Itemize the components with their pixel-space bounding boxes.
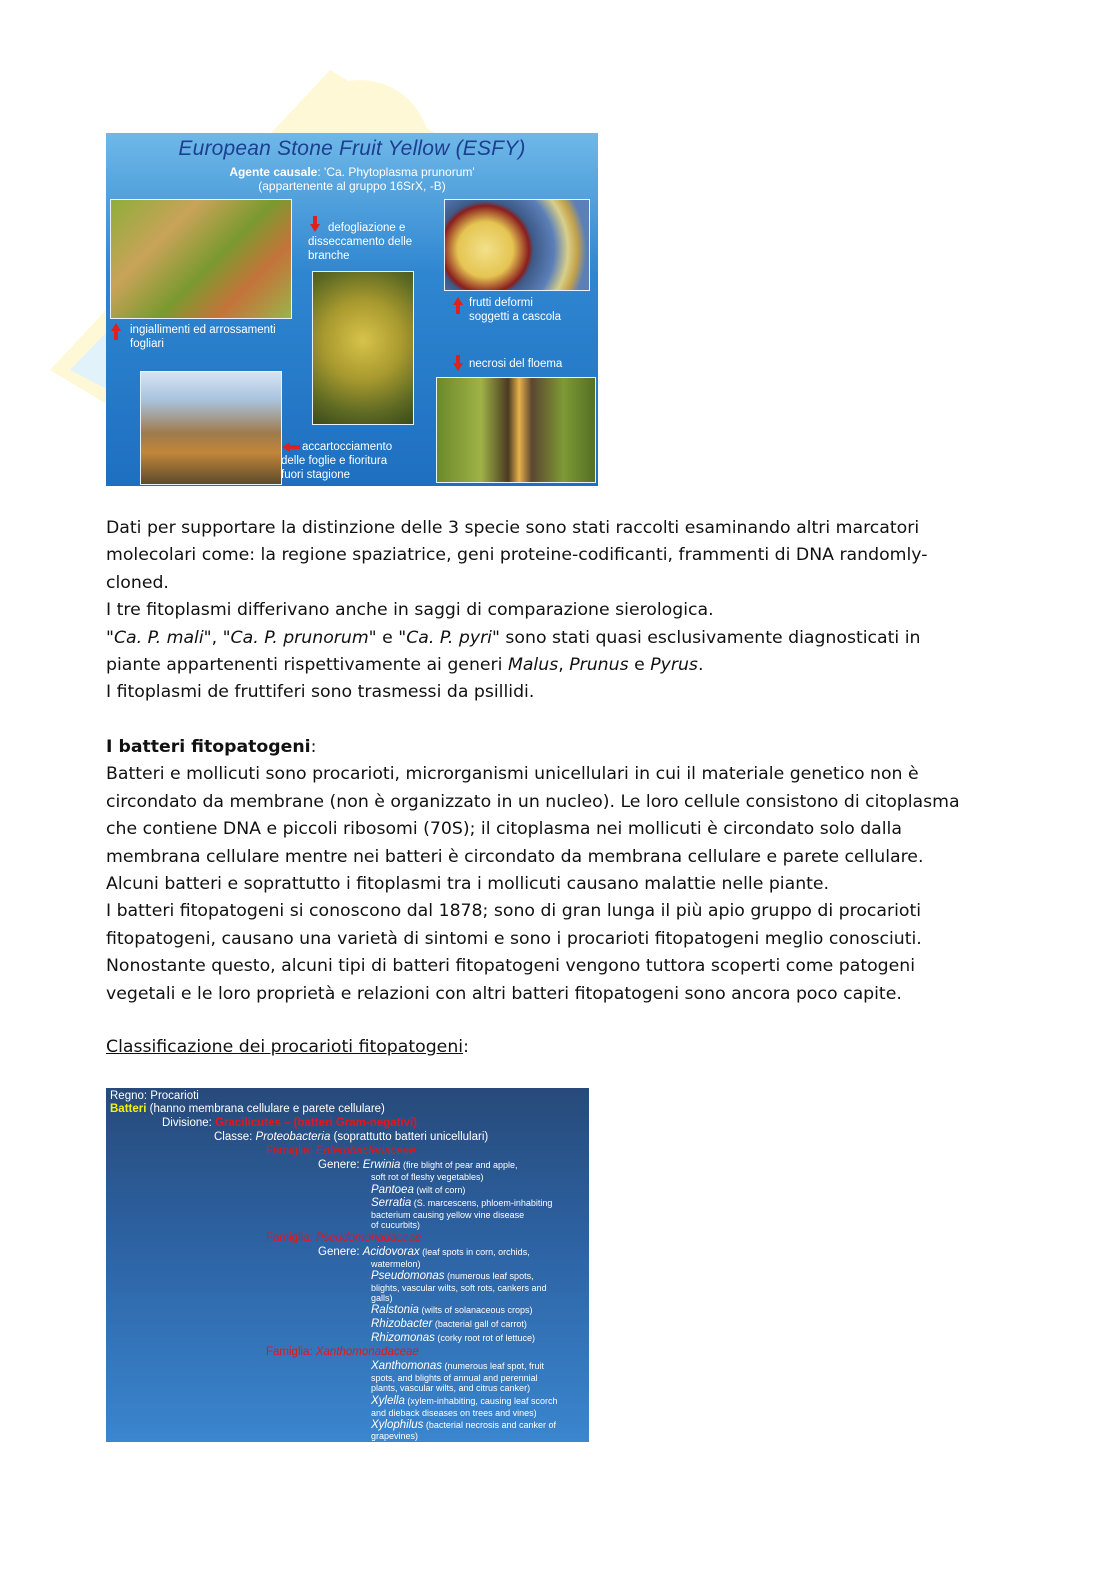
arrow-left-icon <box>290 445 300 449</box>
text-line: fitopatogeni, causano una varietà di sintomi e sono i procarioti fitopatogeni meglio conosciuti. <box>106 928 922 949</box>
famiglia-xanthomonadaceae <box>266 1346 419 1359</box>
text-fragment: e <box>628 655 651 676</box>
batteri-desc: (hanno membrana cellulare e parete cellulare) <box>146 1103 385 1115</box>
paragraph-species-distinction <box>106 515 1006 707</box>
genus-note: grapevines) <box>371 1431 419 1441</box>
text-line: Batteri e mollicuti sono procarioti, microrganismi unicellulari in cui il materiale genetico non è <box>106 764 919 785</box>
caption-line: defogliazione e <box>328 222 406 234</box>
genus-note: (wilts of solanaceous crops) <box>418 1305 533 1315</box>
genere-serratia <box>371 1197 552 1210</box>
species-prunorum: Ca. P. prunorum <box>230 627 369 648</box>
genus-note: (fire blight of pear and apple, <box>400 1160 518 1170</box>
genus-serratia: Serratia <box>371 1197 412 1209</box>
heading-text: I batteri fitopatogeni <box>106 737 311 757</box>
heading-colon: : <box>463 1037 469 1057</box>
caption-ingiallimenti <box>130 323 276 351</box>
slide-title: European Stone Fruit Yellow (ESFY) <box>178 137 526 160</box>
agent-value: : 'Ca. Phytoplasma prunorum' <box>317 165 475 179</box>
caption-necrosi: necrosi del floema <box>469 358 563 370</box>
text-fragment: " <box>106 627 114 648</box>
genus-rhizobacter: Rhizobacter <box>371 1318 433 1330</box>
arrow-up-icon <box>114 331 118 340</box>
genere-ralstonia <box>371 1304 533 1317</box>
arrow-up-icon <box>456 305 460 314</box>
text-fragment: " sono stati quasi esclusivamente diagnosticati in <box>491 627 921 648</box>
text-line: cloned. <box>106 572 169 593</box>
genus-ralstonia: Ralstonia <box>371 1304 419 1316</box>
divisione-label: Divisione: <box>162 1117 216 1129</box>
famiglia-value: Enterobacteriaceae <box>315 1145 416 1157</box>
caption-frutti <box>469 296 561 324</box>
text-line: che contiene DNA e piccoli ribosomi (70S); il citoplasma nei mollicuti è circondato solo dalla <box>106 819 902 840</box>
agent-group: (appartenente al gruppo 16SrX, -B) <box>258 179 446 193</box>
genus-note: watermelon) <box>371 1259 421 1269</box>
text-line: vegetali e le loro proprietà e relazioni con altri batteri fitopatogeni sono ancora poco capite. <box>106 983 902 1004</box>
genere-xylella <box>371 1395 557 1408</box>
text-line: I tre fitoplasmi differivano anche in saggi di comparazione sierologica. <box>106 600 714 621</box>
regno-line: Regno: Procarioti <box>110 1090 199 1102</box>
arrow-left-icon <box>282 442 290 452</box>
caption-defogliazione-cont <box>308 235 412 263</box>
famiglia-enterobacteriaceae <box>266 1145 416 1158</box>
text-line: molecolari come: la regione spaziatrice, geni proteine-codificanti, frammenti di DNA randomly- <box>106 545 928 566</box>
genere-acidovorax <box>318 1246 530 1259</box>
famiglia-label: Famiglia: <box>266 1346 316 1358</box>
genus-note: (xylem-inhabiting, causing leaf scorch <box>404 1396 558 1406</box>
classe-line <box>214 1131 488 1144</box>
arrow-down-icon <box>310 224 320 232</box>
genus-note: (S. marcescens, phloem-inhabiting <box>411 1198 553 1208</box>
caption-line: disseccamento delle <box>308 236 413 248</box>
section-batteri-fitopatogeni <box>106 734 1006 1008</box>
genus-prunus: Prunus <box>569 655 629 676</box>
batteri-label: Batteri <box>110 1103 147 1115</box>
genere-erwinia <box>318 1159 518 1172</box>
genere-rhizomonas <box>371 1332 535 1345</box>
photo-defoliated-shrub <box>312 271 414 425</box>
genus-note: plants, vascular wilts, and citrus canker) <box>371 1383 531 1393</box>
arrow-up-icon <box>453 297 463 305</box>
caption-accartocciamento <box>302 440 392 454</box>
genere-xanthomonas <box>371 1360 544 1373</box>
text-fragment: . <box>697 655 704 676</box>
text-line: circondato da membrane (non è organizzato in un nucleo). Le loro cellule consistono di citoplasma <box>106 791 960 812</box>
heading-text: Classificazione dei procarioti fitopatogeni <box>106 1037 464 1057</box>
famiglia-label: Famiglia: <box>266 1232 316 1244</box>
genus-erwinia: Erwinia <box>362 1159 401 1171</box>
text-line: Alcuni batteri e soprattutto i fitoplasmi tra i mollicuti causano malattie nelle piante. <box>106 874 830 895</box>
famiglia-value: Pseudomonadaceae <box>315 1232 422 1244</box>
classification-heading <box>106 1034 1006 1061</box>
section-heading <box>106 734 1006 761</box>
caption-line: fogliari <box>130 338 164 350</box>
genere-pseudomonas <box>371 1270 534 1283</box>
genus-xanthomonas: Xanthomonas <box>371 1360 442 1372</box>
genus-pyrus: Pyrus <box>650 655 698 676</box>
genus-pantoea: Pantoea <box>371 1184 414 1196</box>
genus-note: (numerous leaf spots, <box>444 1271 534 1281</box>
arrow-down-icon <box>456 355 460 363</box>
divisione-line <box>162 1117 417 1130</box>
famiglia-label: Famiglia: <box>266 1145 316 1157</box>
genus-note: galls) <box>371 1293 393 1303</box>
genus-xylophilus: Xylophilus <box>371 1419 424 1431</box>
text-fragment: ", " <box>203 627 231 648</box>
genus-note: blights, vascular wilts, soft rots, cankers and <box>371 1283 547 1293</box>
text-line-species <box>106 625 1006 652</box>
classification-slide-image <box>106 1088 589 1442</box>
text-fragment: , <box>558 655 570 676</box>
genus-note: of cucurbits) <box>371 1220 421 1230</box>
genus-xylella: Xylella <box>371 1395 405 1407</box>
genus-note: bacterium causing yellow vine disease <box>371 1210 525 1220</box>
heading-colon: : <box>310 737 317 757</box>
photo-leaf-curl-tree <box>140 371 282 485</box>
genus-pseudomonas: Pseudomonas <box>371 1270 445 1282</box>
arrow-up-icon <box>111 323 121 331</box>
famiglia-pseudomonadaceae <box>266 1232 421 1245</box>
caption-line: soggetti a cascola <box>469 311 562 323</box>
genere-label: Genere: <box>318 1246 363 1258</box>
text-fragment: piante appartenenti rispettivamente ai generi <box>106 655 508 676</box>
esfy-slide-image <box>106 133 598 486</box>
caption-line: fuori stagione <box>281 469 351 481</box>
genus-malus: Malus <box>507 655 559 676</box>
text-line: membrana cellulare mentre nei batteri è circondato da membrana cellulare e parete cellulare. <box>106 846 924 867</box>
classe-label: Classe: <box>214 1131 256 1143</box>
genus-note: (corky root rot of lettuce) <box>434 1333 535 1343</box>
genere-label: Genere: <box>318 1159 363 1171</box>
genus-note: (bacterial necrosis and canker of <box>423 1420 556 1430</box>
genus-note: and dieback diseases on trees and vines) <box>371 1408 537 1418</box>
famiglia-value: Xanthomonadaceae <box>315 1346 419 1358</box>
caption-accartocciamento-cont <box>281 454 387 482</box>
caption-defogliazione <box>328 221 405 235</box>
genus-note: (bacterial gall of carrot) <box>432 1319 527 1329</box>
caption-line: accartocciamento <box>302 441 393 453</box>
species-mali: Ca. P. mali <box>113 627 204 648</box>
photo-deformed-fruit <box>444 199 590 291</box>
slide-agent-line <box>106 165 598 193</box>
genus-rhizomonas: Rhizomonas <box>371 1332 435 1344</box>
classe-note: (soprattutto batteri unicellulari) <box>330 1131 489 1143</box>
heading-line <box>106 1034 1006 1061</box>
text-line: I batteri fitopatogeni si conoscono dal 1878; sono di gran lunga il più apio gruppo di procarioti <box>106 901 922 922</box>
arrow-down-icon <box>313 216 317 224</box>
photo-phloem-necrosis <box>436 377 596 483</box>
text-line: I fitoplasmi de fruttiferi sono trasmessi da psillidi. <box>106 682 535 703</box>
genus-note: (numerous leaf spot, fruit <box>441 1361 545 1371</box>
arrow-down-icon <box>453 363 463 371</box>
genus-note: (leaf spots in corn, orchids, <box>419 1247 530 1257</box>
divisione-value: Gracilicutes – (batteri Gram-negativi) <box>215 1117 418 1129</box>
photo-yellowing-leaves <box>110 199 292 319</box>
genere-pantoea <box>371 1184 465 1197</box>
genus-note: (wilt of corn) <box>413 1185 466 1195</box>
genus-acidovorax: Acidovorax <box>362 1246 420 1258</box>
text-line: Dati per supportare la distinzione delle 3 specie sono stati raccolti esaminando altri marcatori <box>106 518 920 538</box>
caption-line: frutti deformi <box>469 297 533 309</box>
caption-line: delle foglie e fioritura <box>281 455 388 467</box>
classe-value: Proteobacteria <box>255 1131 331 1143</box>
batteri-line <box>110 1103 385 1116</box>
text-line: Nonostante questo, alcuni tipi di batteri fitopatogeni vengono tuttora scoperti come patogeni <box>106 956 916 977</box>
caption-line: branche <box>308 250 350 262</box>
genus-note: soft rot of fleshy vegetables) <box>371 1172 484 1182</box>
agent-label: Agente causale <box>229 165 318 179</box>
genere-rhizobacter <box>371 1318 527 1331</box>
genus-note: spots, and blights of annual and perennial <box>371 1373 538 1383</box>
text-line-genera <box>106 652 1006 679</box>
text-fragment: " e " <box>368 627 407 648</box>
caption-line: ingiallimenti ed arrossamenti <box>130 324 276 336</box>
species-pyri: Ca. P. pyri <box>406 627 492 648</box>
